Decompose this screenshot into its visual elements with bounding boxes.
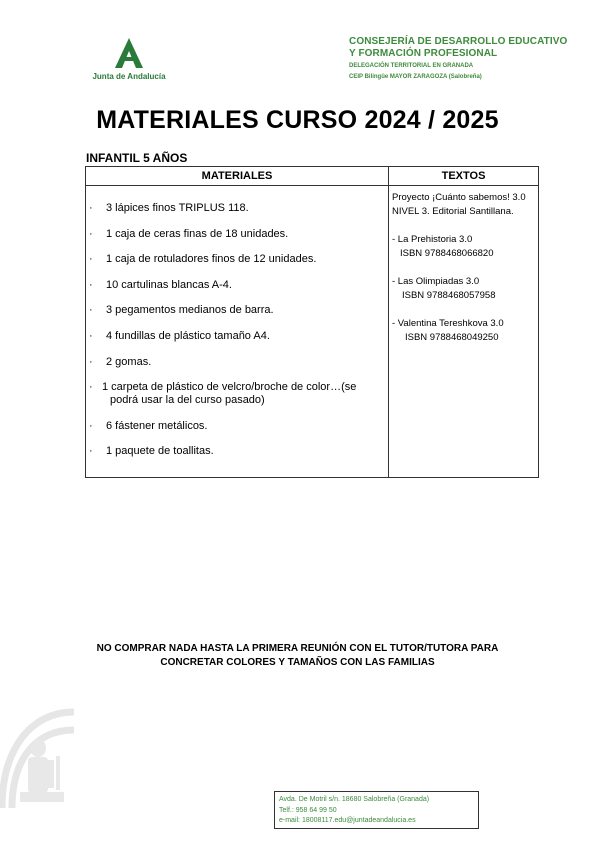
item-text: 6 fástener metálicos. xyxy=(106,419,208,432)
item-text: 1 carpeta de plástico de velcro/broche de color…(se xyxy=(102,381,357,394)
org-line-3: DELEGACIÓN TERRITORIAL EN GRANADA xyxy=(349,63,474,69)
item-text: 1 caja de ceras finas de 18 unidades. xyxy=(106,227,289,240)
bullet: · xyxy=(89,304,93,317)
item-text: 2 gomas. xyxy=(106,355,152,368)
bullet: · xyxy=(89,355,93,368)
bullet: · xyxy=(89,253,93,266)
book-isbn: ISBN 9788468057958 xyxy=(402,290,496,301)
list-item xyxy=(89,445,383,458)
bullet: · xyxy=(89,202,93,214)
org-line-1: CONSEJERÍA DE DESARROLLO EDUCATIVO xyxy=(349,36,568,47)
bullet: · xyxy=(89,278,93,291)
page-title: MATERIALES CURSO 2024 / 2025 xyxy=(96,106,499,134)
bullet: · xyxy=(89,445,93,458)
footer-phone: Telf.: 958 64 99 50 xyxy=(279,806,337,814)
notice-line-2: CONCRETAR COLORES Y TAMAÑOS CON LAS FAMILIAS xyxy=(160,657,435,668)
list-item xyxy=(89,228,383,241)
list-item xyxy=(89,253,383,266)
junta-a-icon xyxy=(109,38,149,68)
bullet: · xyxy=(89,381,93,394)
notice-line-1: NO COMPRAR NADA HASTA LA PRIMERA REUNIÓN CON EL TUTOR/TUTORA PARA xyxy=(96,643,499,654)
materials-header: MATERIALES xyxy=(86,167,389,186)
item-text-continued: podrá usar la del curso pasado) xyxy=(110,394,265,407)
project-line-1: Proyecto ¡Cuánto sabemos! 3.0 xyxy=(392,192,526,203)
list-item xyxy=(89,202,383,215)
footer-contact xyxy=(274,791,479,829)
materials-cell xyxy=(86,186,389,478)
book-isbn: ISBN 9788468049250 xyxy=(405,332,499,343)
list-item xyxy=(89,330,383,343)
bullet: · xyxy=(89,419,93,432)
item-text: 4 fundillas de plástico tamaño A4. xyxy=(106,329,270,342)
texts-cell xyxy=(389,186,539,478)
org-header xyxy=(349,36,567,82)
book-title: - La Prehistoria 3.0 xyxy=(392,234,473,245)
list-item xyxy=(89,356,383,369)
item-text: 10 cartulinas blancas A-4. xyxy=(106,278,232,291)
footer-address: Avda. De Motril s/n. 18680 Salobreña (Granada) xyxy=(279,796,430,803)
bullet: · xyxy=(89,329,93,342)
org-line-4: CEIP Bilingüe MAYOR ZARAGOZA (Salobreña) xyxy=(349,74,482,80)
item-text: 3 lápices finos TRIPLUS 118. xyxy=(106,202,249,214)
item-text: 1 paquete de toallitas. xyxy=(106,445,214,458)
logo-text: Junta de Andalucía xyxy=(92,72,166,81)
book-title: - Las Olimpiadas 3.0 xyxy=(392,276,480,287)
list-item xyxy=(89,420,383,433)
project-line-2: NIVEL 3. Editorial Santillana. xyxy=(392,206,514,217)
org-line-2: Y FORMACIÓN PROFESIONAL xyxy=(349,48,498,59)
list-item xyxy=(89,279,383,292)
materials-table xyxy=(85,166,539,478)
list-item xyxy=(89,304,383,317)
item-text: 1 caja de rotuladores finos de 12 unidades. xyxy=(106,253,317,266)
texts-list xyxy=(390,187,537,345)
texts-header: TEXTOS xyxy=(389,167,539,186)
item-text: 3 pegamentos medianos de barra. xyxy=(106,304,274,317)
course-level: INFANTIL 5 AÑOS xyxy=(86,151,188,165)
andalucia-emblem-watermark xyxy=(0,690,80,820)
footer-email: e-mail: 18008117.edu@juntadeandalucia.es xyxy=(279,817,416,824)
book-isbn: ISBN 9788468066820 xyxy=(400,248,494,259)
purchase-notice xyxy=(0,642,595,670)
list-item xyxy=(89,381,383,407)
materials-list xyxy=(87,187,387,458)
book-title: - Valentina Tereshkova 3.0 xyxy=(392,318,504,329)
bullet: · xyxy=(89,227,93,240)
junta-logo xyxy=(84,38,174,81)
